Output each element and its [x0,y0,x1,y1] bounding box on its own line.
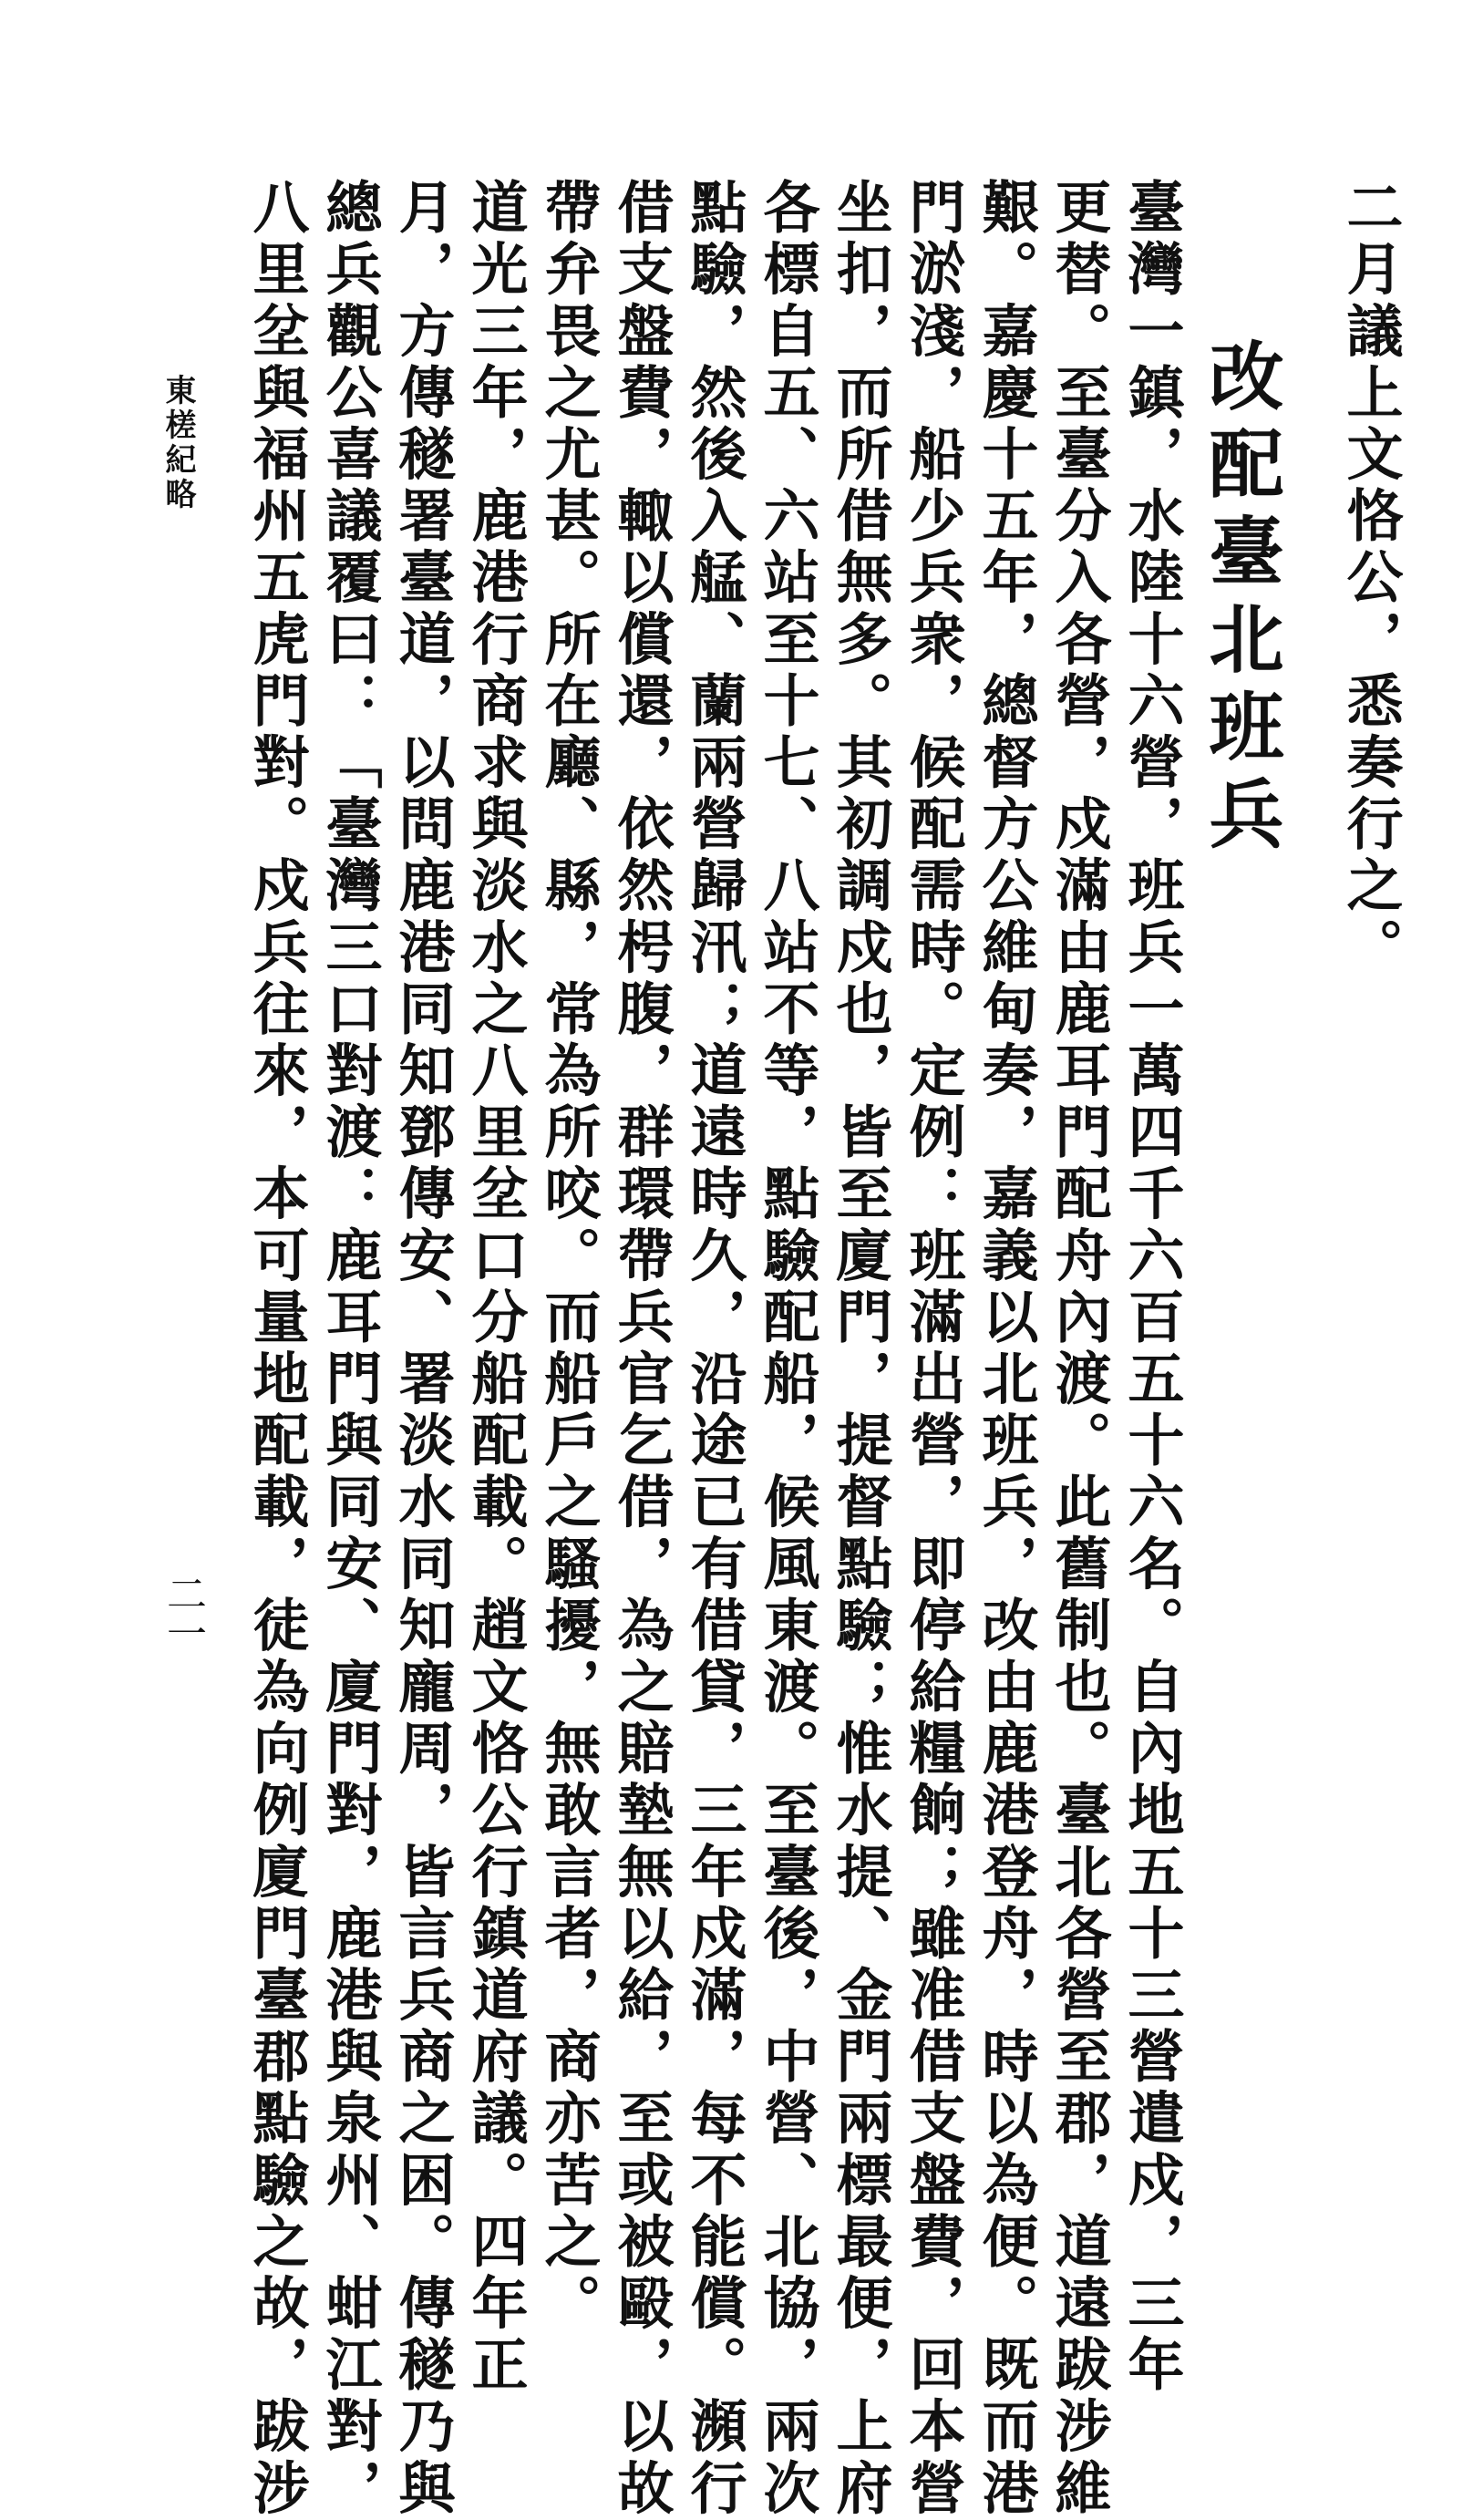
page-line-8: 點驗，然後入艋、蘭兩營歸汛；道遠時久，沿途已有借貸，三年戍滿，每不能償。瀕行 [681,178,747,2520]
page-line-9: 借支盤費，輙以償還，依然枵腹，群環帶兵官乞借，為之賠墊無以給，至或被毆，以故 [608,178,675,2520]
section-title: 改配臺北班兵 [1197,337,1284,862]
page-line-13: 總兵觀公喜議覆曰：「臺灣三口對渡：鹿耳門與同安、廈門對，鹿港與泉州、蚶江對， [316,178,383,2520]
page-line-3: 更替。至臺分入各營，戍滿由鹿耳門配舟內渡。此舊制也。臺北各營至郡，道遠跋涉維 [1046,178,1112,2520]
page-line-10: 帶弁畏之尤甚。所在廳、縣，常為所咬。而船戶之騷擾，無敢言者，商亦苦之。 [535,178,602,2335]
page-line-7: 各標自五、六站至十七、八站不等，點驗配船，候風東渡。至臺後，中營、北協，兩次 [754,178,820,2520]
page-line-14: 八里坌與福州五虎門對。戍兵往來，本可量地配載，徒為向例廈門臺郡點驗之故，跋涉 [243,178,310,2520]
page-line-12: 月，方傳穟署臺道，以問鹿港同知鄧傳安、署淡水同知龐周，皆言兵商之困。傳穟乃與 [389,178,456,2520]
page-number: 二一 [160,1573,206,1653]
page-line-4: 艱。嘉慶十五年，總督方公維甸奏，嘉義以北班兵，改由鹿港登舟，時以為便。既而港 [973,178,1039,2520]
page-line-2: 臺灣一鎮，水陸十六營，班兵一萬四千六百五十六名。自內地五十三營遣戍，三年 [1118,178,1185,2397]
book-title-footer: 東槎紀略 [160,374,196,512]
page-line-11: 道光三年，鹿港行商求與淡水之八里坌口分船配載。趙文恪公行鎮道府議。四年正 [462,178,529,2397]
page-line-6: 坐扣，而所借無多。其初調戍也，皆至廈門，提督點驗；惟水提、金門兩標最便，上府 [827,178,893,2520]
page-line-1: 二月議上文恪公，悉奏行之。 [1337,178,1404,979]
page-line-5: 門淤淺，船少兵衆，候配需時。定例：班滿出營，即停給糧餉；雖准借支盤費，回本營 [900,178,966,2520]
